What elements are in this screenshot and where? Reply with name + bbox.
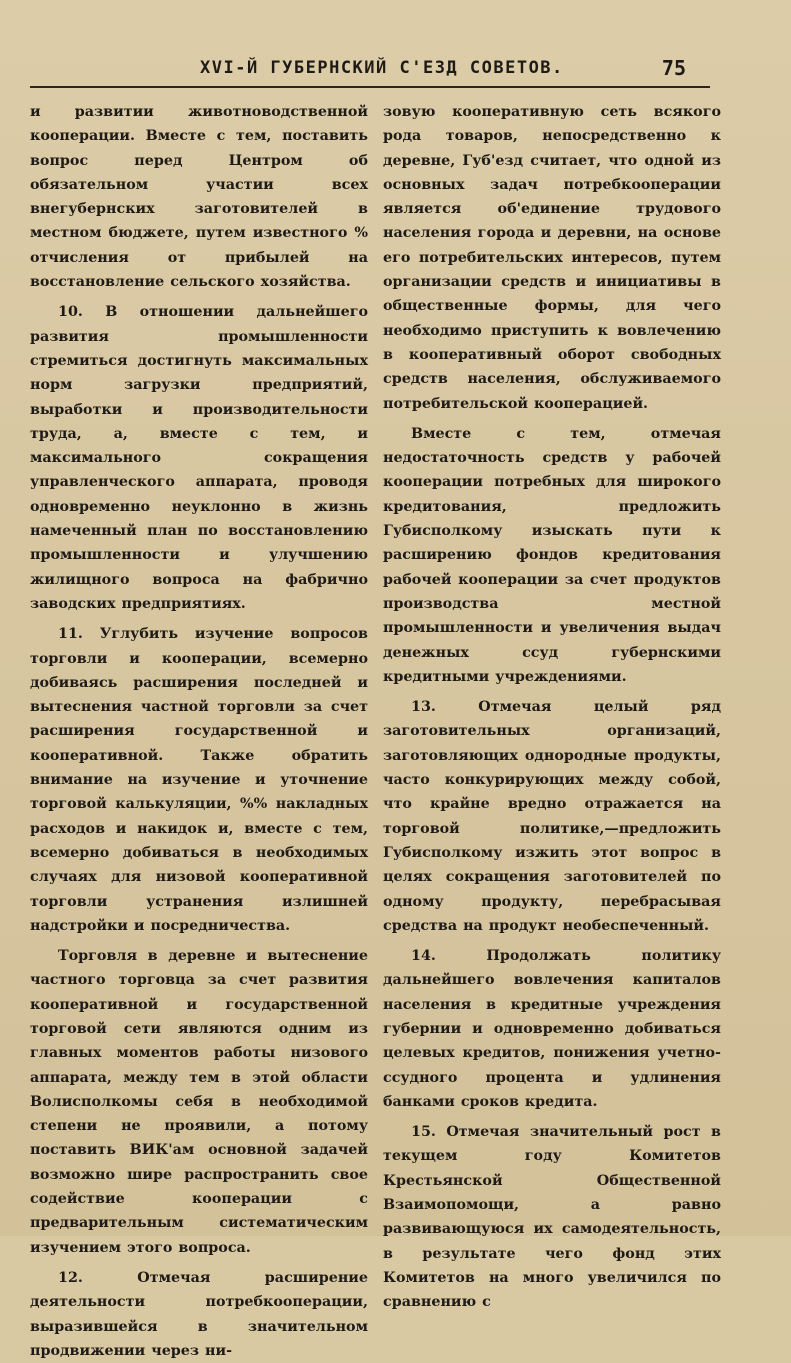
paragraph-item-15: 15. Отмечая значительный рост в текущем году Комитетов Крестьянской Общественной Взаимопомощи, а равно развивающуюся их самодеятельность, в результате чего фонд этих Комитетов на много увеличился по сравнению с: [383, 1124, 721, 1311]
paragraph-village-trade: Торговля в деревне и вытеснение частного торговца за счет развития кооперативной и государственной торговой сети являются одним из главных моментов работы низового аппарата, между тем в этой области Волисполкомы себя в необходимой степени не проявили, а потому поставить ВИК'ам основной задачей возможно шире распространить свое содействие кооперации с предварительным систематическим изучением этого вопроса.: [30, 948, 368, 1256]
paragraph-item-13: 13. Отмечая целый ряд заготовительных организаций, заготовляющих однородные продукты, часто конкурирующих между собой, что крайне вредно отражается на торговой политике,—предложить Губисполкому изжить этот вопрос в целях сокращения заготовителей по одному продукту, перебрасывая средства на продукт необеспеченный.: [383, 699, 721, 934]
running-title: XVI-Й ГУБЕРНСКИЙ С'ЕЗД СОВЕТОВ.: [200, 58, 564, 78]
page-number: 75: [661, 56, 686, 80]
paragraph-workers-cooperation: Вместе с тем, отмечая недостаточность средств у рабочей кооперации потребных для широкого кредитования, предложить Губисполкому изыскать пути к расширению фондов кредитования рабочей кооперации за счет продуктов производства местной промышленности и увеличения выдач денежных ссуд губернскими кредитными учреждениями.: [383, 425, 721, 685]
paragraph-continued: и развитии животноводственной кооперации. Вместе с тем, поставить вопрос перед Центром об обязательном участии всех внегубернских заготовителей в местном бюджете, путем известного % отчисления от прибылей на восстановление сельского хозяйства.: [30, 104, 368, 291]
paragraph-item-10: 10. В отношении дальнейшего развития промышленности стремиться достигнуть максимальных норм загрузки предприятий, выработки и производительности труда, а, вместе с тем, и максимального сокращения управленческого аппарата, проводя одновременно неуклонно в жизнь намеченный план по восстановлению промышленности и улучшению жилищного вопроса на фабрично заводских предприятиях.: [30, 304, 368, 612]
paragraph-item-12: 12. Отмечая расширение деятельности потребкооперации, выразившейся в значительном продвижении через ни-: [30, 1269, 368, 1359]
paragraph-item-12-continued: зовую кооперативную сеть всякого рода товаров, непосредственно к деревне, Губ'езд считает, что одной из основных задач потребкооперации является об'единение трудового населения города и деревни, на основе его потребительских интересов, путем организации средств и инициативы в общественные формы, для чего необходимо приступить к вовлечению в кооперативный оборот свободных средств населения, обслуживаемого потребительской кооперацией.: [383, 104, 721, 412]
page-header: [30, 52, 710, 88]
paragraph-item-14: 14. Продолжать политику дальнейшего вовлечения капиталов населения в кредитные учреждения губернии и одновременно добиваться целевых кредитов, понижения учетно-ссудного процента и удлинения банками сроков кредита.: [383, 948, 721, 1110]
right-column: [383, 100, 721, 1315]
paragraph-item-11: 11. Углубить изучение вопросов торговли и кооперации, всемерно добиваясь расширения последней и вытеснения частной торговли за счет расширения государственной и кооперативной. Также обратить внимание на изучение и уточнение торговой калькуляции, %% накладных расходов и накидок и, вместе с тем, всемерно добиваться в необходимых случаях для низовой кооперативной торговли устранения излишней надстройки и посредничества.: [30, 626, 368, 934]
left-column: [30, 100, 368, 1363]
